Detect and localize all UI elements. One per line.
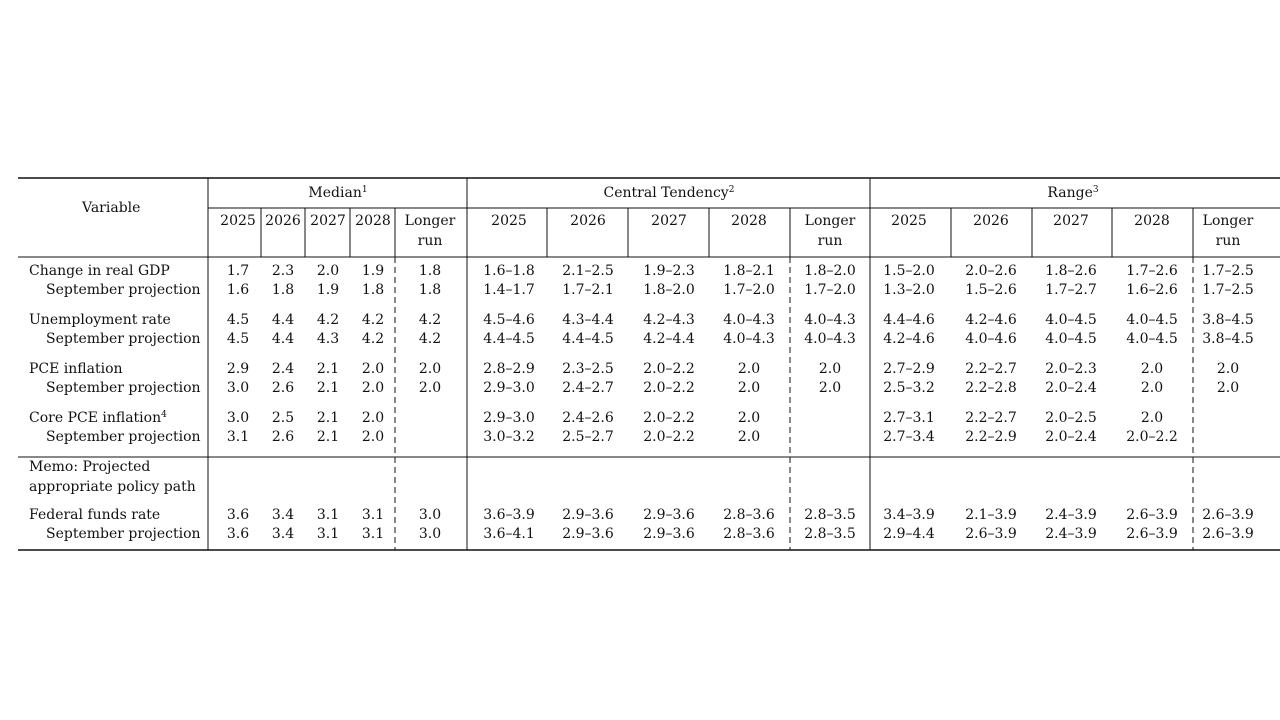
table-cell: 2.9–3.6 [562, 526, 614, 542]
table-cell: 3.0 [226, 380, 250, 396]
table-cell: 4.2–4.6 [965, 312, 1017, 328]
table-cell: 2.2–2.7 [965, 361, 1017, 377]
table-cell: 2.0 [737, 380, 761, 396]
row-label: Federal funds rate [29, 507, 161, 523]
table-cell: 4.4–4.5 [483, 331, 535, 347]
table-cell: 2.4–3.9 [1045, 526, 1097, 542]
table-cell: 2.0 [316, 263, 340, 279]
table-cell: 2.4–2.6 [562, 410, 614, 426]
col-header-longer-run: Longer [1202, 213, 1254, 229]
table-cell: 2.2–2.7 [965, 410, 1017, 426]
table-cell: 2.0–2.6 [965, 263, 1017, 279]
table-cell: 4.0–4.5 [1045, 331, 1097, 347]
table-cell: 4.0–4.3 [804, 331, 856, 347]
table-cell: 1.7–2.0 [804, 282, 856, 298]
table-cell: 4.4–4.6 [883, 312, 935, 328]
table-cell: 2.9 [226, 361, 250, 377]
table-cell: 3.6 [226, 507, 250, 523]
table-cell: 2.3–2.5 [562, 361, 614, 377]
col-header-year: 2028 [355, 213, 391, 229]
col-header-year: 2027 [1053, 213, 1089, 229]
table-cell: 3.1 [361, 507, 385, 523]
col-header-year: 2028 [1134, 213, 1170, 229]
table-cell: 1.8–2.0 [643, 282, 695, 298]
table-cell: 2.8–2.9 [483, 361, 535, 377]
table-cell: 1.5–2.0 [883, 263, 935, 279]
table-cell: 1.3–2.0 [883, 282, 935, 298]
table-cell: 1.8 [271, 282, 295, 298]
col-header-year: 2025 [491, 213, 527, 229]
table-cell: 1.6–2.6 [1126, 282, 1178, 298]
table-cell: 2.0 [361, 429, 385, 445]
table-cell: 4.0–4.5 [1126, 331, 1178, 347]
table-cell: 2.6 [271, 380, 295, 396]
table-cell: 2.0 [1216, 380, 1240, 396]
row-label-september: September projection [46, 282, 201, 298]
table-cell: 1.6 [226, 282, 250, 298]
table-cell: 1.7–2.5 [1202, 282, 1254, 298]
table-cell: 2.0 [1140, 410, 1164, 426]
table-cell: 4.5 [226, 312, 250, 328]
col-header-longer-run: run [817, 233, 843, 249]
table-cell: 2.4 [271, 361, 295, 377]
table-cell: 3.1 [316, 507, 340, 523]
table-cell: 2.8–3.5 [804, 526, 856, 542]
table-cell: 1.8–2.0 [804, 263, 856, 279]
table-cell: 2.5–3.2 [883, 380, 935, 396]
table-cell: 2.9–3.6 [643, 526, 695, 542]
col-header-longer-run: Longer [804, 213, 856, 229]
table-cell: 2.1–3.9 [965, 507, 1017, 523]
table-cell: 1.8 [418, 263, 442, 279]
col-header-year: 2027 [310, 213, 346, 229]
table-cell: 4.0–4.3 [723, 312, 775, 328]
table-cell: 4.2 [316, 312, 340, 328]
table-cell: 2.7–2.9 [883, 361, 935, 377]
table-cell: 4.4 [271, 331, 295, 347]
table-cell: 4.2–4.6 [883, 331, 935, 347]
table-cell: 1.9–2.3 [643, 263, 695, 279]
col-header-year: 2028 [731, 213, 767, 229]
table-cell: 3.4 [271, 526, 295, 542]
table-cell: 4.0–4.5 [1045, 312, 1097, 328]
table-cell: 1.7–2.1 [562, 282, 614, 298]
table-cell: 2.0–2.3 [1045, 361, 1097, 377]
table-cell: 3.4–3.9 [883, 507, 935, 523]
row-label-september: September projection [46, 526, 201, 542]
table-cell: 3.8–4.5 [1202, 331, 1254, 347]
table-cell: 4.0–4.5 [1126, 312, 1178, 328]
table-cell: 1.8 [418, 282, 442, 298]
col-header-year: 2027 [651, 213, 687, 229]
table-cell: 2.0 [1140, 380, 1164, 396]
table-cell: 3.1 [226, 429, 250, 445]
table-cell: 1.9 [316, 282, 340, 298]
table-cell: 2.6–3.9 [1202, 526, 1254, 542]
table-cell: 4.0–4.6 [965, 331, 1017, 347]
row-label-september: September projection [46, 331, 201, 347]
table-cell: 2.9–3.6 [643, 507, 695, 523]
table-cell: 2.6–3.9 [1202, 507, 1254, 523]
projections-table [18, 177, 1280, 551]
table-cell: 2.0 [737, 361, 761, 377]
table-cell: 4.3 [316, 331, 340, 347]
table-cell: 4.0–4.3 [723, 331, 775, 347]
table-cell: 2.0 [1140, 361, 1164, 377]
table-cell: 2.6–3.9 [965, 526, 1017, 542]
row-label: Core PCE inflation$^4$ [29, 410, 167, 426]
col-header-year: 2025 [891, 213, 927, 229]
row-label: Change in real GDP [29, 263, 170, 279]
table-cell: 1.6–1.8 [483, 263, 535, 279]
table-cell: 2.0 [361, 410, 385, 426]
table-cell: 1.7–2.5 [1202, 263, 1254, 279]
table-cell: 2.9–3.0 [483, 380, 535, 396]
table-cell: 4.2 [418, 312, 442, 328]
col-header-year: 2026 [973, 213, 1009, 229]
row-label-september: September projection [46, 380, 201, 396]
col-header-year: 2025 [220, 213, 256, 229]
table-cell: 2.0 [818, 380, 842, 396]
table-cell: 2.0 [737, 410, 761, 426]
col-header-longer-run: run [417, 233, 443, 249]
row-label-september: September projection [46, 429, 201, 445]
table-cell: 4.3–4.4 [562, 312, 614, 328]
table-cell: 2.6–3.9 [1126, 526, 1178, 542]
table-cell: 1.7 [226, 263, 250, 279]
table-cell: 2.2–2.9 [965, 429, 1017, 445]
table-cell: 2.9–4.4 [883, 526, 935, 542]
table-cell: 4.4 [271, 312, 295, 328]
table-cell: 2.0–2.2 [643, 380, 695, 396]
table-cell: 2.0 [818, 361, 842, 377]
table-cell: 2.9–3.6 [562, 507, 614, 523]
table-cell: 2.5 [271, 410, 295, 426]
table-cell: 2.6 [271, 429, 295, 445]
table-cell: 2.1 [316, 361, 340, 377]
table-cell: 2.6–3.9 [1126, 507, 1178, 523]
table-cell: 1.7–2.0 [723, 282, 775, 298]
table-cell: 4.2 [361, 331, 385, 347]
table-cell: 3.6–3.9 [483, 507, 535, 523]
col-header-longer-run: run [1215, 233, 1241, 249]
col-header-longer-run: Longer [404, 213, 456, 229]
table-cell: 1.5–2.6 [965, 282, 1017, 298]
table-cell: 3.1 [316, 526, 340, 542]
table-cell: 3.6–4.1 [483, 526, 535, 542]
table-cell: 4.2–4.4 [643, 331, 695, 347]
table-cell: 1.8–2.6 [1045, 263, 1097, 279]
table-cell: 1.4–1.7 [483, 282, 535, 298]
table-cell: 3.0 [418, 526, 442, 542]
col-header-year: 2026 [570, 213, 606, 229]
table-cell: 2.0–2.4 [1045, 429, 1097, 445]
table-cell: 2.8–3.6 [723, 507, 775, 523]
memo-line-1: Memo: Projected [29, 459, 151, 475]
table-cell: 2.0–2.2 [643, 429, 695, 445]
table-cell: 2.0–2.2 [1126, 429, 1178, 445]
group-header-range: Range$^3$ [1047, 185, 1099, 201]
table-cell: 4.2–4.3 [643, 312, 695, 328]
table-cell: 3.0–3.2 [483, 429, 535, 445]
table-cell: 2.0 [737, 429, 761, 445]
table-cell: 4.0–4.3 [804, 312, 856, 328]
table-cell: 1.9 [361, 263, 385, 279]
table-cell: 2.0 [361, 361, 385, 377]
table-cell: 4.4–4.5 [562, 331, 614, 347]
table-cell: 2.0 [361, 380, 385, 396]
table-cell: 2.8–3.5 [804, 507, 856, 523]
table-cell: 2.3 [271, 263, 295, 279]
table-cell: 3.6 [226, 526, 250, 542]
table-cell: 2.1 [316, 410, 340, 426]
table-cell: 2.2–2.8 [965, 380, 1017, 396]
col-header-year: 2026 [265, 213, 301, 229]
table-cell: 4.5 [226, 331, 250, 347]
table-cell: 2.0–2.2 [643, 410, 695, 426]
table-cell: 1.7–2.6 [1126, 263, 1178, 279]
table-cell: 2.4–3.9 [1045, 507, 1097, 523]
table-cell: 2.7–3.1 [883, 410, 935, 426]
table-cell: 2.5–2.7 [562, 429, 614, 445]
row-label: Unemployment rate [29, 312, 171, 328]
table-cell: 2.1–2.5 [562, 263, 614, 279]
group-header-median: Median$^1$ [308, 185, 368, 201]
group-header-central-tendency: Central Tendency$^2$ [603, 185, 735, 201]
table-cell: 4.2 [361, 312, 385, 328]
table-cell: 3.4 [271, 507, 295, 523]
table-cell: 2.0–2.5 [1045, 410, 1097, 426]
table-cell: 3.1 [361, 526, 385, 542]
table-cell: 3.8–4.5 [1202, 312, 1254, 328]
table-cell: 2.8–3.6 [723, 526, 775, 542]
table-cell: 3.0 [226, 410, 250, 426]
table-cell: 3.0 [418, 507, 442, 523]
table-cell: 4.2 [418, 331, 442, 347]
memo-line-2: appropriate policy path [29, 479, 196, 495]
table-cell: 1.7–2.7 [1045, 282, 1097, 298]
table-cell: 2.4–2.7 [562, 380, 614, 396]
table-cell: 1.8–2.1 [723, 263, 775, 279]
table-cell: 2.9–3.0 [483, 410, 535, 426]
table-cell: 2.0–2.2 [643, 361, 695, 377]
table-cell: 4.5–4.6 [483, 312, 535, 328]
table-cell: 2.0 [418, 361, 442, 377]
table-cell: 1.8 [361, 282, 385, 298]
table-cell: 2.0 [1216, 361, 1240, 377]
table-cell: 2.7–3.4 [883, 429, 935, 445]
variable-header: Variable [82, 200, 141, 216]
table-cell: 2.1 [316, 429, 340, 445]
table-cell: 2.0 [418, 380, 442, 396]
row-label: PCE inflation [29, 361, 123, 377]
table-cell: 2.1 [316, 380, 340, 396]
table-cell: 2.0–2.4 [1045, 380, 1097, 396]
